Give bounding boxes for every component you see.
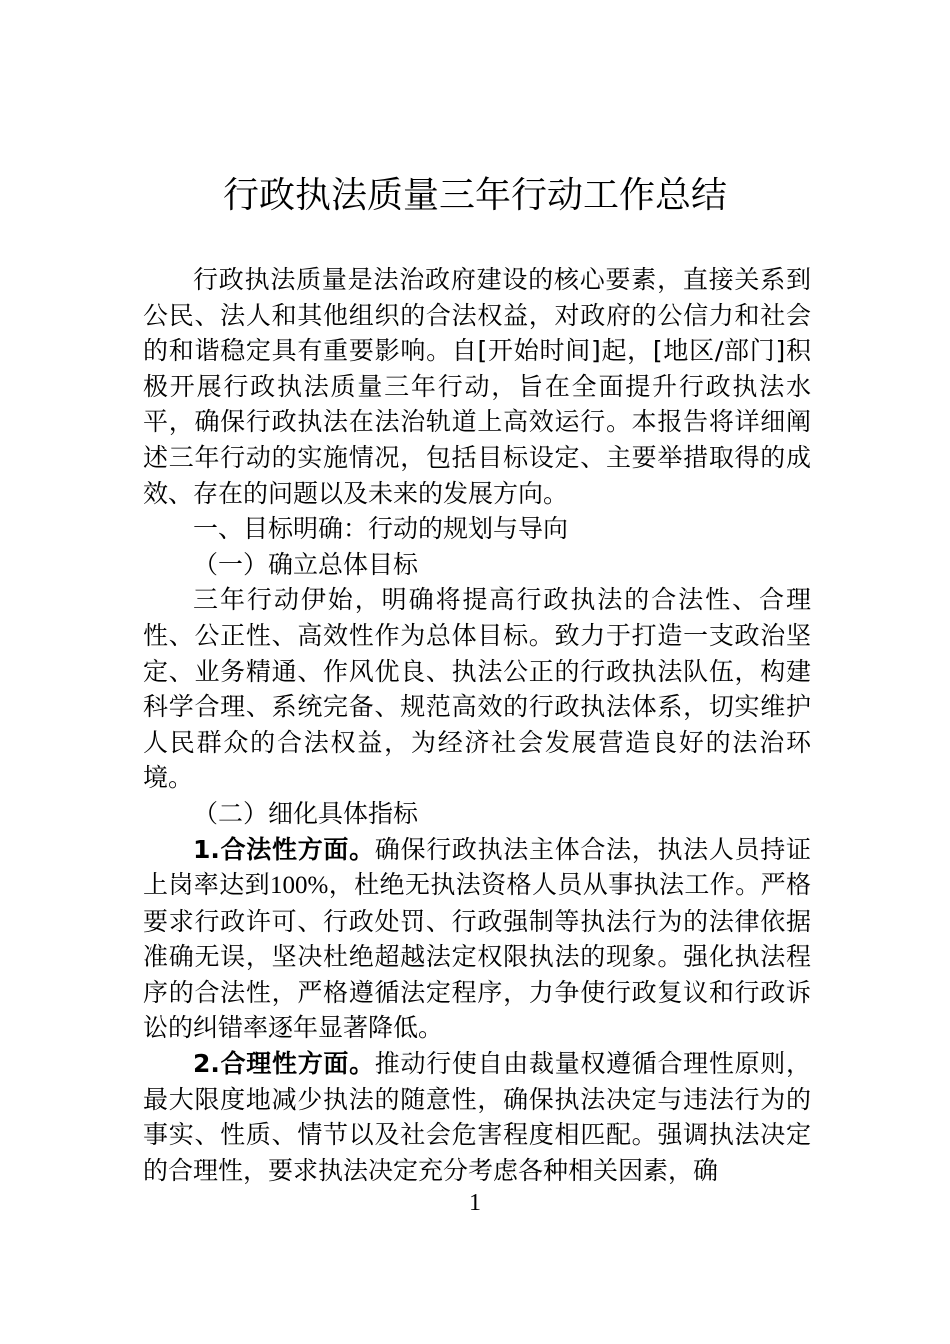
overall-goal-paragraph: 三年行动伊始，明确将提高行政执法的合法性、合理性、公正性、高效性作为总体目标。致力于打造一支政治坚定、业务精通、作风优良、执法公正的行政执法队伍，构建科学合理、系统完备、规范高效的行政执法体系，切实维护人民群众的合法权益，为经济社会发展营造良好的法治环境。 [143,585,811,793]
legality-text-before: 确保行政执法主体合法，执法人员持证上岗率达到 [143,834,811,900]
legality-text-after: ，杜绝无执法资格人员从事执法工作。严格要求行政许可、行政处罚、行政强制等执法行为的法律依据准确无误，坚决杜绝超越法定权限执法的现象。强化执法程序的合法性，严格遵循法定程序，力争使行政复议和行政诉讼的纠错率逐年显著降低。 [143,870,811,1043]
document-title: 行政执法质量三年行动工作总结 [222,175,727,216]
subsection-heading-1: （一）确立总体目标 [193,549,419,579]
legality-rate: 100% [270,872,329,900]
legality-paragraph [143,832,811,1047]
section-heading-1: 一、目标明确：行动的规划与导向 [193,514,569,544]
page-number: 1 [469,1190,481,1216]
rationality-paragraph [143,1046,811,1188]
document-body [143,262,811,1188]
rationality-text: 推动行使自由裁量权遵循合理性原则，最大限度地减少执法的随意性，确保执法决定与违法行为的事实、性质、情节以及社会危害程度相匹配。强调执法决定的合理性，要求执法决定充分考虑各种相关因素，确 [143,1049,811,1185]
subsection-heading-2: （二）细化具体指标 [193,798,419,828]
rationality-lead: 2.合理性方面。 [193,1049,375,1079]
intro-paragraph: 行政执法质量是法治政府建设的核心要素，直接关系到公民、法人和其他组织的合法权益，对政府的公信力和社会的和谐稳定具有重要影响。自[开始时间]起，[地区/部门]积极开展行政执法质量三年行动，旨在全面提升行政执法水平，确保行政执法在法治轨道上高效运行。本报告将详细阐述三年行动的实施情况，包括目标设定、主要举措取得的成效、存在的问题以及未来的发展方向。 [143,265,811,508]
legality-lead: 1.合法性方面。 [193,834,375,864]
